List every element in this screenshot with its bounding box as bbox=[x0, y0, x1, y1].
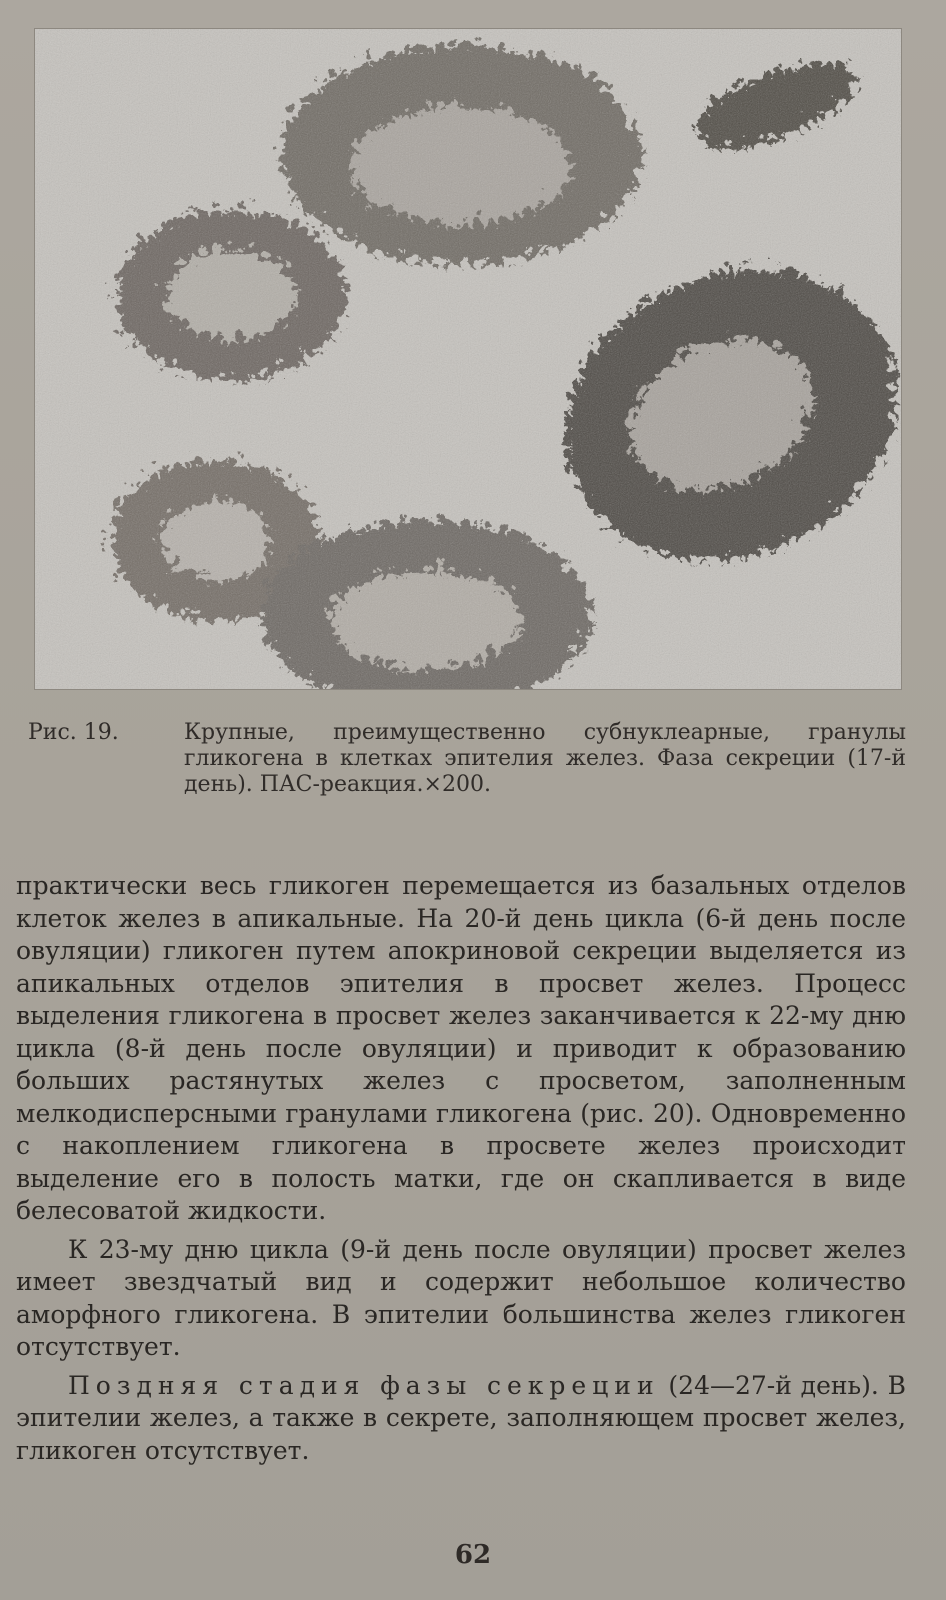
paragraph-1: практически весь гликоген перемещается из базальных отделов клеток желез в апикальные. На 20-й день цикла (6-й день после овуляции) гликоген путем апокриновой секреции выделяется из апикальных отделов эпителия в просвет желез. Процесс выделения гликогена в просвет желез заканчивается к 22-му дню цикла (8-й день после овуляции) и приводит к образованию больших растянутых желез с просветом, заполненным мелкодисперсными гранулами гликогена (рис. 20). Одновременно с накоплением гликогена в просвете желез происходит выделение его в полость матки, где он скапливается в виде белесоватой жидкости. bbox=[16, 871, 906, 1225]
paragraph-2: К 23-му дню цикла (9-й день после овуляции) просвет желез имеет звездчатый вид и содержит небольшое количество аморфного гликогена. В эпителии большинства желез гликоген отсутствует. bbox=[16, 1234, 906, 1361]
paragraph-3 bbox=[16, 1370, 906, 1468]
figure-caption-text: Крупные, преимущественно субнуклеарные, гранулы гликогена в клетках эпителия желез. Фаза секреции (17-й день). ПАС-реакция.×200. bbox=[184, 720, 906, 797]
micrograph-figure bbox=[34, 28, 902, 690]
micrograph-image bbox=[35, 29, 901, 689]
body-text bbox=[16, 870, 906, 1473]
paragraph-3-heading: Поздняя стадия фазы секреции bbox=[68, 1370, 660, 1400]
paragraph-3-text: (24—27-й день). В эпителии желез, а также в секрете, заполняющем просвет желез, гликоген отсутствует. bbox=[16, 1370, 906, 1465]
figure-label: Рис. 19. bbox=[28, 720, 119, 745]
page-number: 62 bbox=[454, 1540, 492, 1570]
